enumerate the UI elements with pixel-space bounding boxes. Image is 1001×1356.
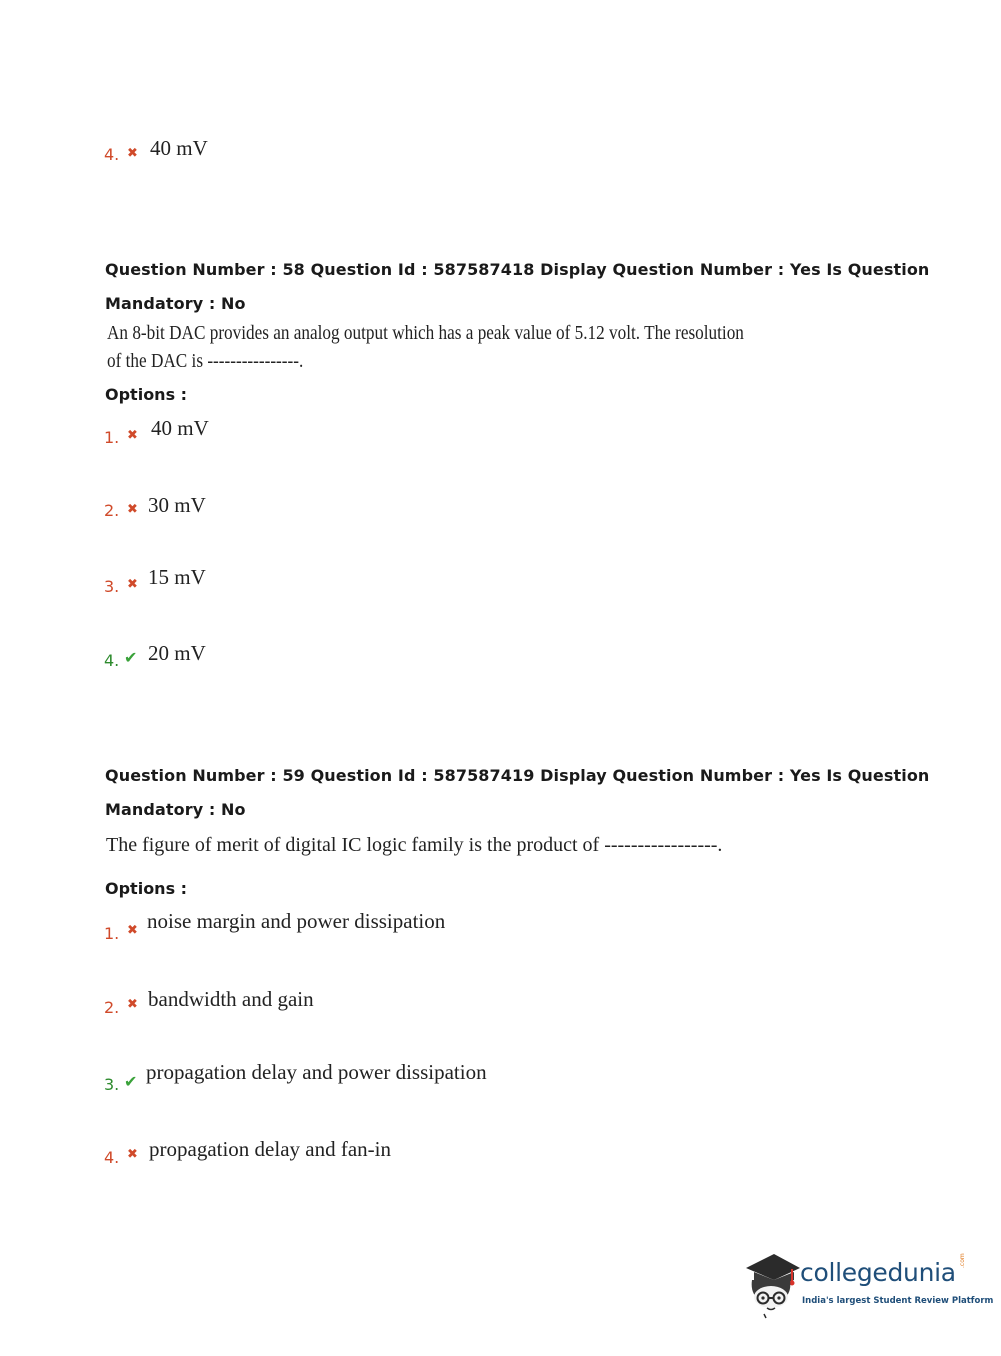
q59-option-1-text: noise margin and power dissipation	[147, 909, 446, 933]
q59-option-3-number: 3.	[104, 1075, 120, 1094]
question-58-text-line-2: of the DAC is ----------------.	[107, 350, 304, 372]
q59-option-1-number: 1.	[104, 924, 120, 943]
q58-option-2-text: 30 mV	[148, 493, 206, 517]
mascot-icon	[742, 1250, 802, 1320]
cross-icon: ✖	[127, 997, 138, 1012]
q59-option-2-text: bandwidth and gain	[148, 987, 314, 1011]
q58-option-2-number: 2.	[104, 501, 120, 520]
cross-icon: ✖	[127, 923, 138, 938]
prev-option-4-number: 4.	[104, 145, 120, 164]
prev-option-4-text: 40 mV	[150, 136, 208, 160]
brand-tagline: India's largest Student Review Platform	[802, 1296, 994, 1306]
q59-option-2-number: 2.	[104, 998, 120, 1017]
q59-option-4-number: 4.	[104, 1148, 120, 1167]
cross-icon: ✖	[127, 146, 138, 161]
question-58-header: Question Number : 58 Question Id : 587587418 Display Question Number : Yes Is Question	[105, 260, 930, 279]
question-58-options-label: Options :	[105, 385, 188, 404]
cross-icon: ✖	[127, 502, 138, 517]
brand-name: collegedunia	[800, 1258, 956, 1287]
question-59-header: Question Number : 59 Question Id : 587587419 Display Question Number : Yes Is Question	[105, 766, 930, 785]
check-icon: ✔	[124, 1072, 138, 1091]
q58-option-3-number: 3.	[104, 577, 120, 596]
q59-option-3-text: propagation delay and power dissipation	[146, 1060, 487, 1084]
question-58-mandatory: Mandatory : No	[105, 294, 246, 313]
question-58-text-line-1: An 8-bit DAC provides an analog output which has a peak value of 5.12 volt. The resolution	[107, 322, 744, 344]
q58-option-1-text: 40 mV	[151, 416, 209, 440]
question-59-options-label: Options :	[105, 879, 188, 898]
q59-option-4-text: propagation delay and fan-in	[149, 1137, 391, 1161]
q58-option-4-number: 4.	[104, 651, 120, 670]
collegedunia-logo	[742, 1250, 994, 1320]
cross-icon: ✖	[127, 1147, 138, 1162]
check-icon: ✔	[124, 648, 138, 667]
question-59-text: The figure of merit of digital IC logic family is the product of -----------------.	[106, 834, 723, 856]
brand-dotcom: .com	[959, 1253, 966, 1268]
q58-option-1-number: 1.	[104, 428, 120, 447]
cross-icon: ✖	[127, 428, 138, 443]
question-59-mandatory: Mandatory : No	[105, 800, 246, 819]
q58-option-3-text: 15 mV	[148, 565, 206, 589]
cross-icon: ✖	[127, 577, 138, 592]
q58-option-4-text: 20 mV	[148, 641, 206, 665]
